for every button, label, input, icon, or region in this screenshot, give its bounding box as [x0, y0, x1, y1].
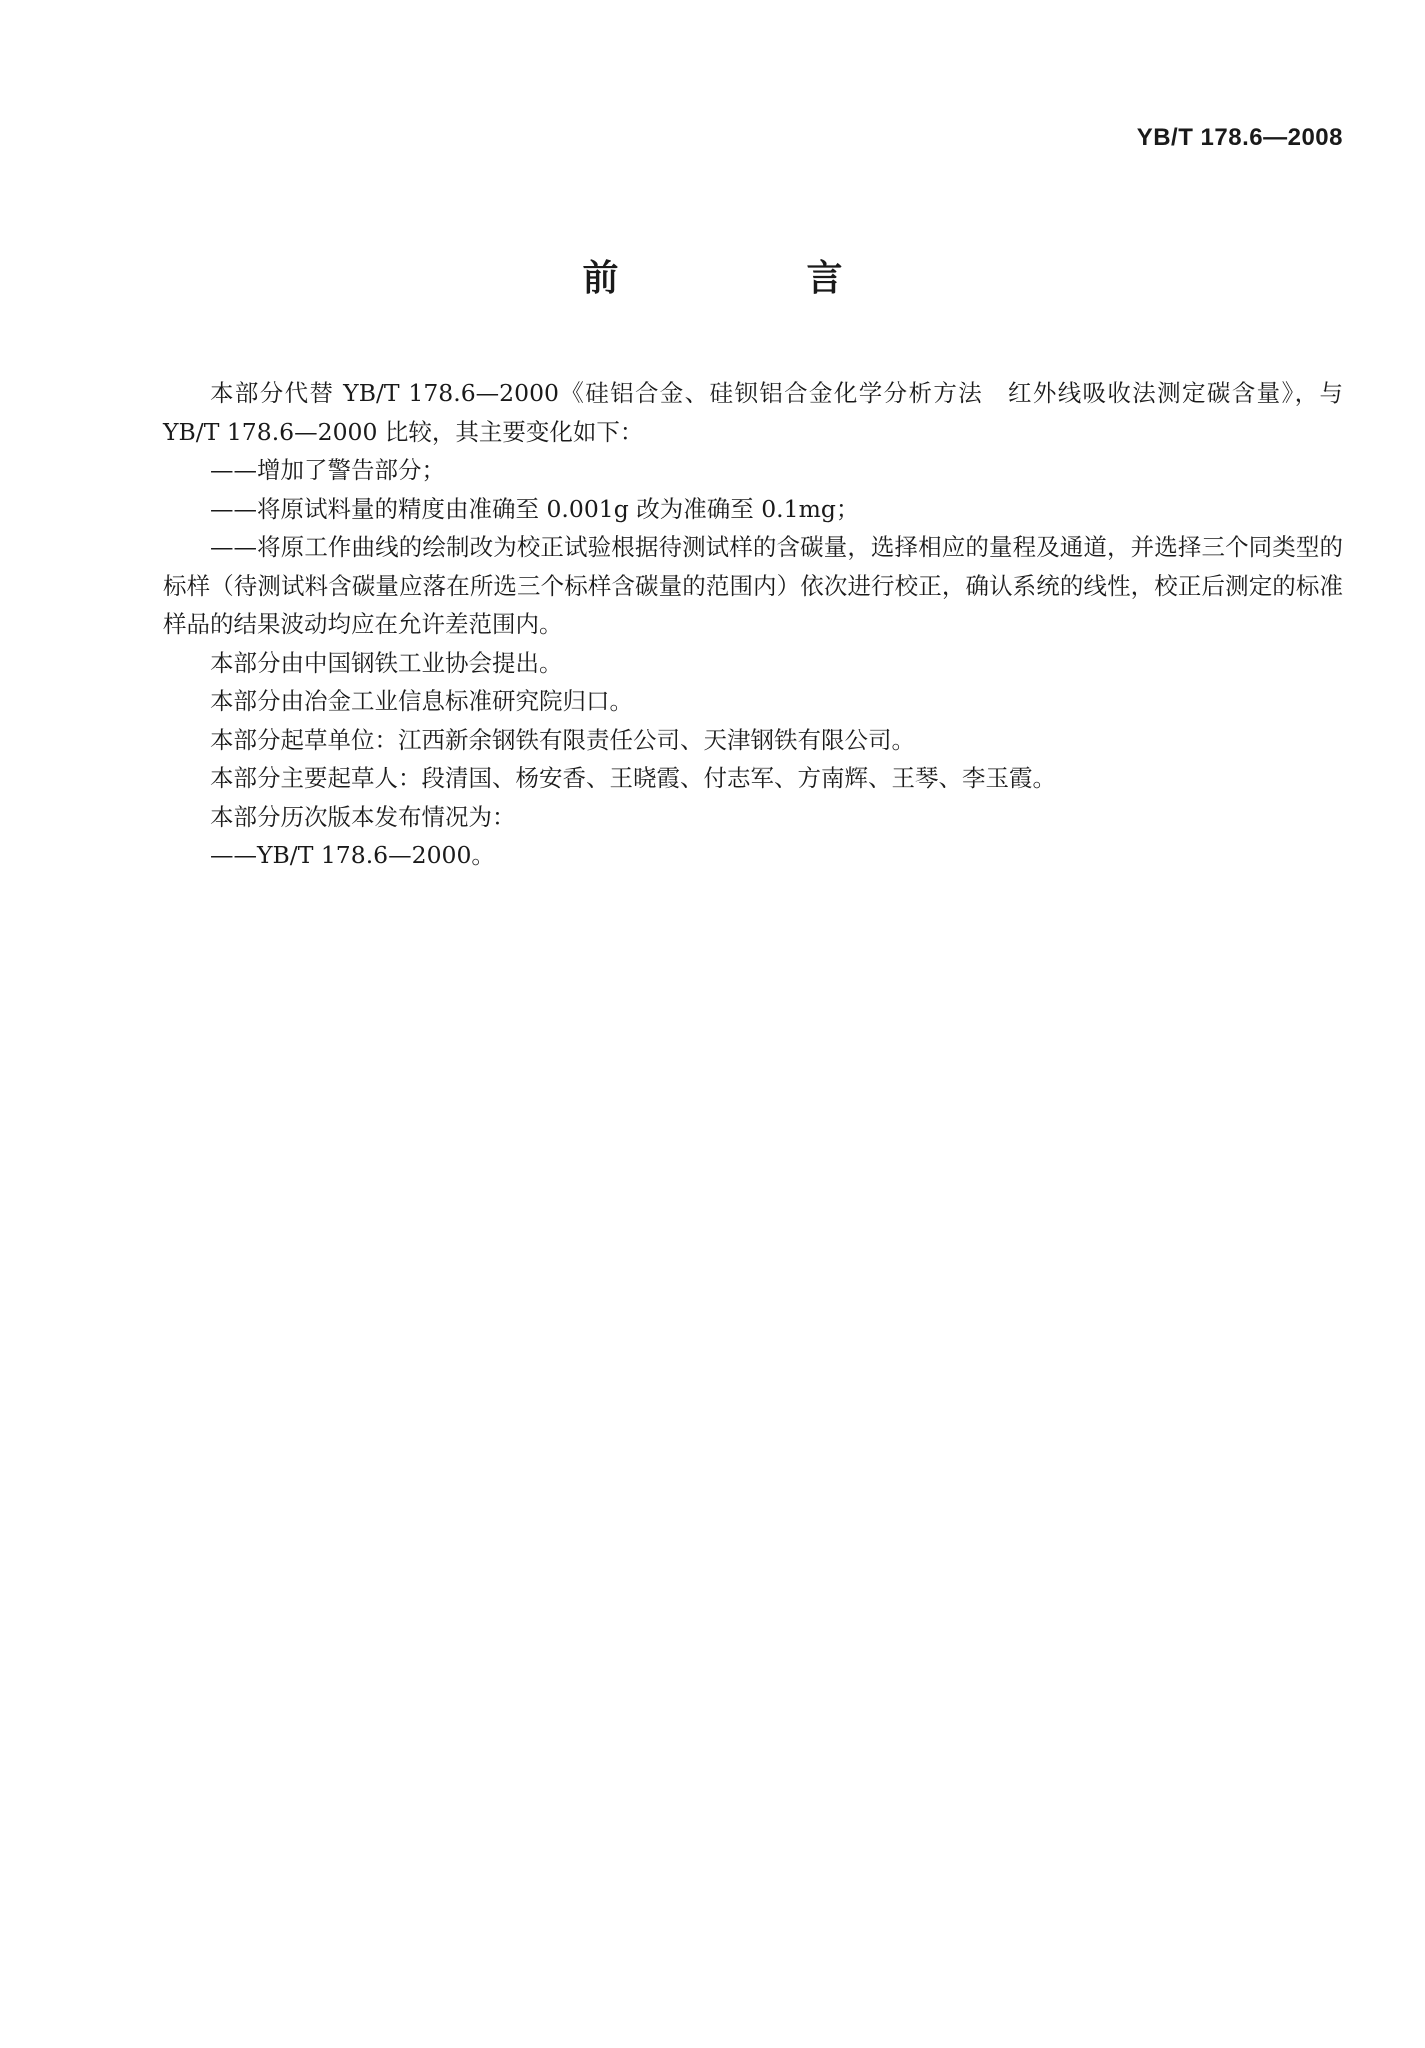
- change-item-warning: ——增加了警告部分；: [210, 456, 445, 484]
- replacement-paragraph: 本部分代替 YB/T 178.6—2000《硅铝合金、硅钡铝合金化学分析方法 红外线吸收法测定碳含量》，与 YB/T 178.6—2000 比较，其主要变化如下：: [163, 379, 1343, 446]
- foreword-body: [163, 374, 1343, 875]
- history-intro: 本部分历次版本发布情况为：: [210, 802, 516, 831]
- drafting-units: 本部分起草单位：江西新余钢铁有限责任公司、天津钢铁有限公司。: [210, 725, 915, 754]
- centralized-statement: 本部分由冶金工业信息标准研究院归口。: [210, 687, 633, 715]
- history-item: ——YB/T 178.6—2000。: [210, 841, 495, 869]
- standard-number: YB/T 178.6—2008: [1136, 124, 1343, 151]
- drafters: 本部分主要起草人：段清国、杨安香、王晓霞、付志军、方南辉、王琴、李玉霞。: [210, 764, 1056, 792]
- change-item-calibration: ——将原工作曲线的绘制改为校正试验根据待测试样的含碳量，选择相应的量程及通道，并选择三个同类型的标样（待测试料含碳量应落在所选三个标样含碳量的范围内）依次进行校正，确认系统的线性，校正后测定的标准样品的结果波动均应在允许差范围内。: [163, 533, 1343, 638]
- proposer-statement: 本部分由中国钢铁工业协会提出。: [210, 648, 563, 677]
- page-title: 前 言: [582, 258, 919, 299]
- change-item-precision: ——将原试料量的精度由准确至 0.001g 改为准确至 0.1mg；: [210, 494, 860, 523]
